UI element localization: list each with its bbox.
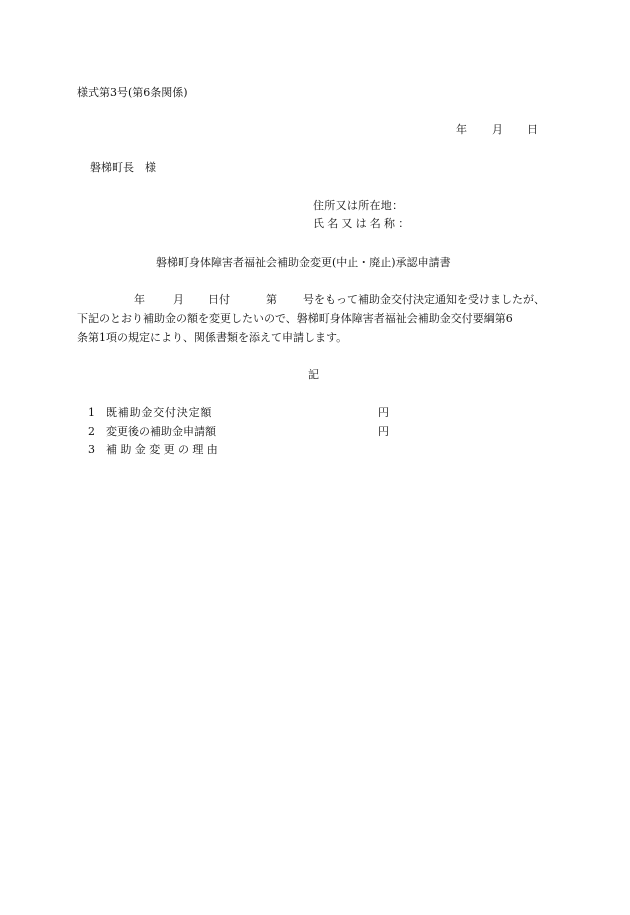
applicant-name-label: 氏名又は名称： — [313, 217, 413, 230]
addressee: 磐梯町長 様 — [90, 161, 156, 174]
item-number: 3 — [88, 443, 95, 456]
date-day-label: 日 — [527, 123, 538, 136]
item-label: 変更後の補助金申請額 — [106, 425, 216, 438]
item-number: 2 — [88, 425, 95, 438]
body-day-dated-label: 日付 — [208, 293, 230, 306]
body-line-1-text: 号をもって補助金交付決定通知を受けましたが、 — [303, 293, 545, 306]
item-unit: 円 — [378, 406, 389, 419]
form-number: 様式第3号(第6条関係) — [77, 86, 188, 99]
body-month-label: 月 — [173, 293, 184, 306]
body-line-2: 下記のとおり補助金の額を変更したいので、磐梯町身体障害者福祉会補助金交付要綱第6 — [77, 312, 513, 325]
ki-heading: 記 — [308, 368, 319, 381]
item-number: 1 — [88, 406, 95, 419]
body-number-prefix: 第 — [266, 293, 277, 306]
body-line-3: 条第1項の規定により、関係書類を添えて申請します。 — [77, 331, 348, 344]
applicant-address-label: 住所又は所在地： — [313, 199, 404, 212]
date-year-label: 年 — [456, 123, 467, 136]
item-unit: 円 — [378, 425, 389, 438]
item-label: 既補助金交付決定額 — [106, 406, 213, 419]
item-label: 補助金変更の理由 — [106, 443, 222, 456]
body-year-label: 年 — [134, 293, 145, 306]
document-title: 磐梯町身体障害者福祉会補助金変更(中止・廃止)承認申請書 — [156, 256, 451, 269]
date-month-label: 月 — [492, 123, 503, 136]
